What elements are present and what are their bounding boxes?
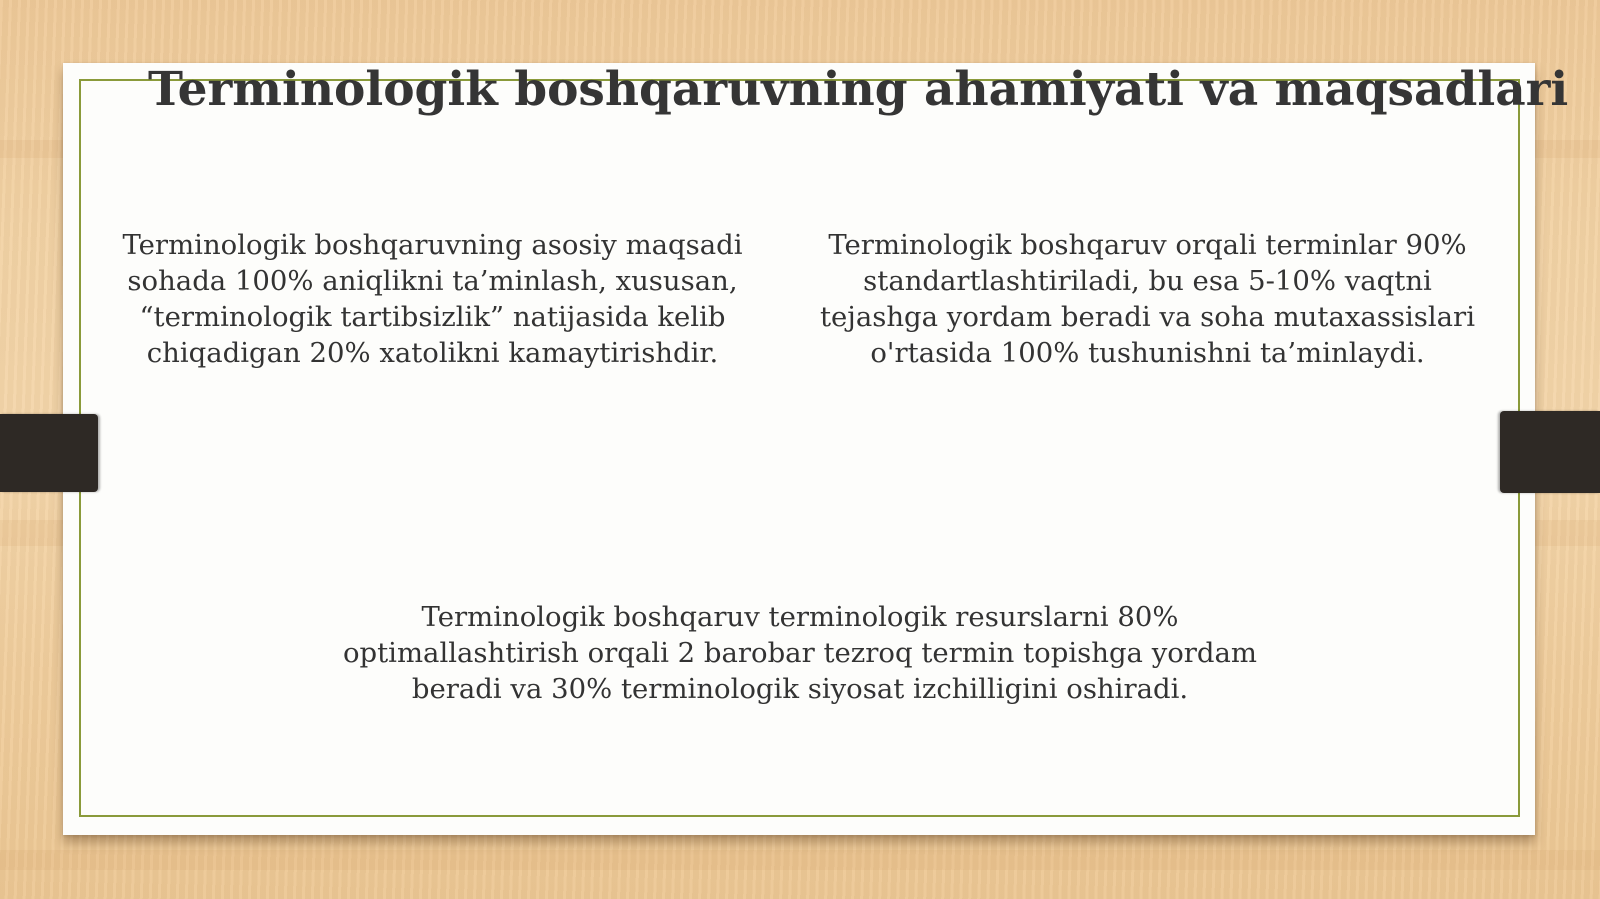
text-block-left: Terminologik boshqaruvning asosiy maqsadi sohada 100% aniqlikni ta’minlash, xususan, “terminologik tartibsizlik” natijasida kelib chiqadigan 20% xatolikni kamaytirishdir. (122, 229, 743, 369)
text-block-bottom: Terminologik boshqaruv terminologik resurslarni 80% optimallashtirish orqali 2 barobar tezroq termin topishga yordam beradi va 30% terminologik siyosat izchilligini oshiradi. (342, 601, 1258, 705)
wood-grain (0, 850, 1600, 870)
right-binder-clip (1500, 411, 1600, 493)
slide-title: Terminologik boshqaruvning ahamiyati va maqsadlari (148, 62, 1569, 117)
text-block-right: Terminologik boshqaruv orqali terminlar 90% standartlashtiriladi, bu esa 5-10% vaqtni tejashga yordam beradi va soha mutaxassislari o'rtasida 100% tushunishni ta’minlaydi. (819, 229, 1476, 369)
left-binder-clip (0, 414, 98, 492)
